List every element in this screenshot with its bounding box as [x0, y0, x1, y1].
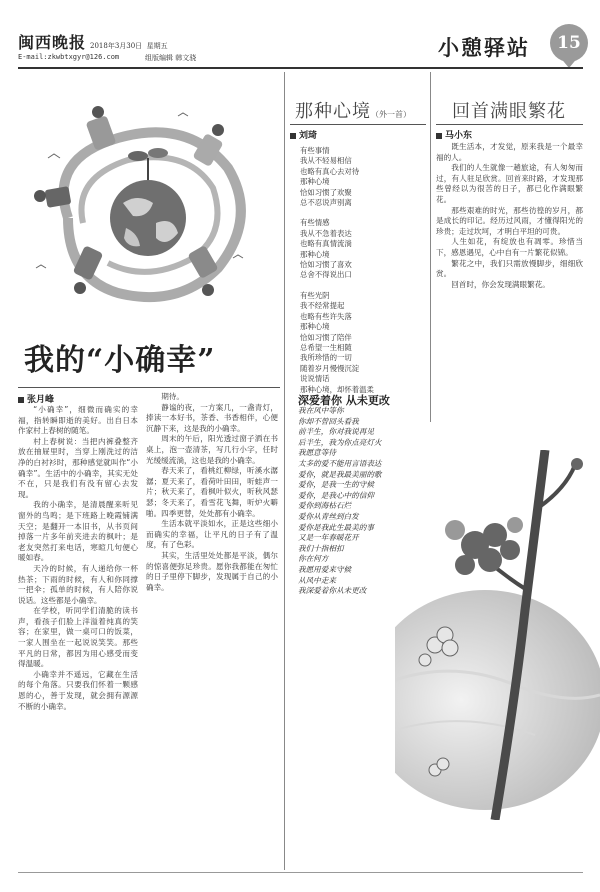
paragraph: 小确幸并不遥远，它藏在生活的每个角落。只要我们怀着一颗感恩的心，善于发现，就会拥有源源不断的小确幸。 [18, 669, 138, 711]
poem-line: 我不经常提起 [300, 301, 345, 311]
section-title: 小憩驿站 [438, 35, 530, 60]
poem-that-state-of-mind [300, 146, 425, 395]
article-left-col-2 [146, 392, 278, 867]
column-divider [284, 72, 285, 870]
byline-marker [436, 133, 442, 139]
article-right-body [436, 142, 583, 442]
poem-line: 我愿意等待 [298, 448, 336, 458]
globe-children-illustration [28, 98, 268, 318]
issue-weekday: 星期五 [146, 42, 168, 50]
poem-title: 深爱着你 从未更改 [298, 394, 390, 407]
poem-line: 从风中走来 [298, 575, 336, 585]
poem-line: 总舍不得说出口 [300, 270, 352, 280]
poem-line: 你在何方 [298, 554, 329, 564]
poem-line: 我愿用爱来守候 [298, 564, 352, 574]
poem-line: 那种心境 [300, 322, 330, 332]
poem-line: 那种心境 [300, 249, 330, 259]
paragraph: “小确幸”，细微而确实的幸福，指转瞬即逝的美好。出自日本作家村上春树的随笔。 [18, 405, 138, 436]
paragraph: 天冷的时候，有人递给你一杯热茶；下雨的时候，有人和你同撑一把伞；孤单的时候，有人陪你说说话。这些都是小确幸。 [18, 563, 138, 605]
footer-rule [18, 872, 583, 873]
poem-line: 后半生，我为你点亮灯火 [298, 437, 382, 447]
paragraph: 周末的午后，阳光透过窗子洒在书桌上，泡一壶清茶，写几行小字，任时光缓缓流淌，这也是我的小确幸。 [146, 434, 278, 465]
paragraph: 村上春树说：当把内裤叠整齐放在抽屉里时，当穿上刚洗过的洁净的白衬衫时，那种感觉就叫作“小确幸”。生活中的小确幸，其实无处不在，只是我们有没有留心去发现。 [18, 436, 138, 499]
column-divider [430, 72, 431, 422]
issue-date: 2018年3月30日 [90, 42, 143, 50]
paragraph: 我的小确幸，是清晨醒来听见窗外的鸟鸣；是下班路上晚霞铺满天空；是翻开一本旧书，从书页间掉落一片多年前夹进去的枫叶；是老友突然打来电话，寒暄几句便心暖如春。 [18, 500, 138, 563]
article-right-title: 回首满眼繁花 [452, 101, 566, 122]
poem-line: 那种心境 [300, 177, 330, 187]
page-number-badge: 15 [550, 24, 588, 62]
paragraph: 那些艰难的时光，那些彷徨的岁月，都是成长的印记。经历过风雨，才懂得阳光的珍贵；走过坎坷，才明白平坦的可贵。 [436, 205, 583, 236]
poem-line: 那种心境，却怀着温柔 [300, 384, 374, 394]
title-rule [290, 124, 426, 125]
poem-line: 有些光阴 [300, 290, 330, 300]
poem-line: 也略有真情流淌 [300, 239, 352, 249]
poem-line: 前半生，你对我说再见 [298, 427, 374, 437]
poem-line: 爱你是我此生最美的事 [298, 522, 374, 532]
article-left-col-1 [18, 405, 138, 867]
title-text: 那种心境 [295, 101, 371, 122]
article-left-byline [18, 392, 54, 405]
article-left-title: 我的“小确幸” [24, 343, 216, 378]
paragraph: 我们的人生就像一趟旅途，有人匆匆而过，有人驻足欣赏。回首来时路，才发现那些曾经以为很苦的日子，都已化作满眼繁花。 [436, 163, 583, 204]
poem-line: 恰如习惯了喜欢 [300, 260, 352, 270]
poem-line: 爱你，是我心中的信仰 [298, 490, 374, 500]
poem-line: 你却不曾回头看我 [298, 416, 359, 426]
paragraph: 在学校，听同学们清脆的读书声，看孩子们脸上洋溢着纯真的笑容；在家里，做一桌可口的饭菜，一家人围坐在一起说说笑笑。那些平凡的日常，都因为用心感受而变得温暖。 [18, 606, 138, 669]
paragraph: 春天来了，看桃红柳绿，听溪水潺潺；夏天来了，看荷叶田田，听蛙声一片；秋天来了，看枫叶似火，听秋风瑟瑟；冬天来了，看雪花飞舞，听炉火噼啪。四季更替，处处都有小确幸。 [146, 466, 278, 518]
poem-line: 太多的爱不能用言语表达 [298, 458, 382, 468]
byline-marker [290, 133, 296, 139]
poem-line: 我深爱着你从未更改 [298, 586, 367, 596]
paragraph: 繁花之中，我们只需放慢脚步，细细欣赏。 [436, 258, 583, 279]
plum-blossom-illustration [395, 450, 600, 820]
paragraph: 回首时，你会发现满眼繁花。 [451, 279, 550, 289]
author-name: 刘琦 [299, 131, 318, 141]
poem-line: 我在风中等你 [298, 406, 344, 415]
poem-line: 总不忍说声别离 [300, 198, 352, 208]
poem-line: 总希望一生相随 [300, 342, 352, 352]
author-name: 马小东 [445, 131, 473, 141]
poem-line: 我所珍惜的一切 [300, 353, 352, 363]
editor-credit: 组版编辑 韩文骁 [145, 54, 197, 62]
poem-line: 爱你从青丝到白发 [298, 511, 359, 521]
poem-line: 也略有真心去对待 [300, 166, 360, 176]
poem-line: 我从不急着表达 [300, 228, 352, 238]
stanza-gap [300, 208, 425, 218]
article-middle-byline [290, 128, 317, 141]
poem-line: 爱你到海枯石烂 [298, 501, 352, 511]
paragraph: 期待。 [161, 392, 184, 401]
paragraph: 静谧的夜，一方案几，一盏青灯，捧读一本好书，茶香、书香相伴，心便沉静下来，这是我的小确幸。 [146, 402, 278, 433]
poem-line: 我们十指相扣 [298, 543, 344, 553]
title-rule [436, 124, 583, 125]
paragraph: 既生活本，才发觉，原来我是一个最幸福的人。 [436, 142, 583, 162]
contact-email: E-mail:zkwbtxgyr@126.com [18, 53, 120, 61]
stanza-gap [300, 281, 425, 291]
title-subtitle: （外一首） [371, 110, 411, 119]
poem-line: 有些情感 [300, 218, 330, 228]
byline-marker [18, 397, 24, 403]
poem-line: 爱你，就是我最美丽的歌 [298, 469, 382, 479]
newspaper-logo: 闽西晚报 [18, 33, 87, 52]
masthead-date-line [90, 41, 168, 51]
poem-line: 也略有些许失落 [300, 311, 352, 321]
poem-line: 有些事情 [300, 146, 330, 155]
poem-line: 我从不轻易相信 [300, 156, 352, 166]
paragraph: 人生如花，有绽放也有凋零。珍惜当下，感恩遇见，心中自有一片繁花似锦。 [436, 237, 583, 257]
article-right-byline [436, 128, 472, 141]
author-name: 张月峰 [27, 395, 55, 405]
poem-line: 恰如习惯了陪伴 [300, 332, 352, 342]
article-middle-title [295, 97, 411, 123]
title-rule [18, 387, 280, 388]
header-rule [18, 67, 583, 69]
poem-line: 说说情话 [300, 374, 330, 384]
poem-line: 随着岁月慢慢沉淀 [300, 363, 360, 373]
poem-line: 又是一年春暖花开 [298, 533, 359, 543]
paragraph: 生活本就平淡如水，正是这些细小而确实的幸福，让平凡的日子有了温度，有了色彩。 [146, 519, 278, 550]
poem-line: 爱你，是我一生的守候 [298, 480, 374, 490]
poem-line: 恰如习惯了欢聚 [300, 187, 352, 197]
paragraph: 其实，生活里处处都是平淡，偶尔的惊喜便弥足珍贵。愿你我都能在匆忙的日子里停下脚步，发现属于自己的小确幸。 [146, 550, 278, 592]
